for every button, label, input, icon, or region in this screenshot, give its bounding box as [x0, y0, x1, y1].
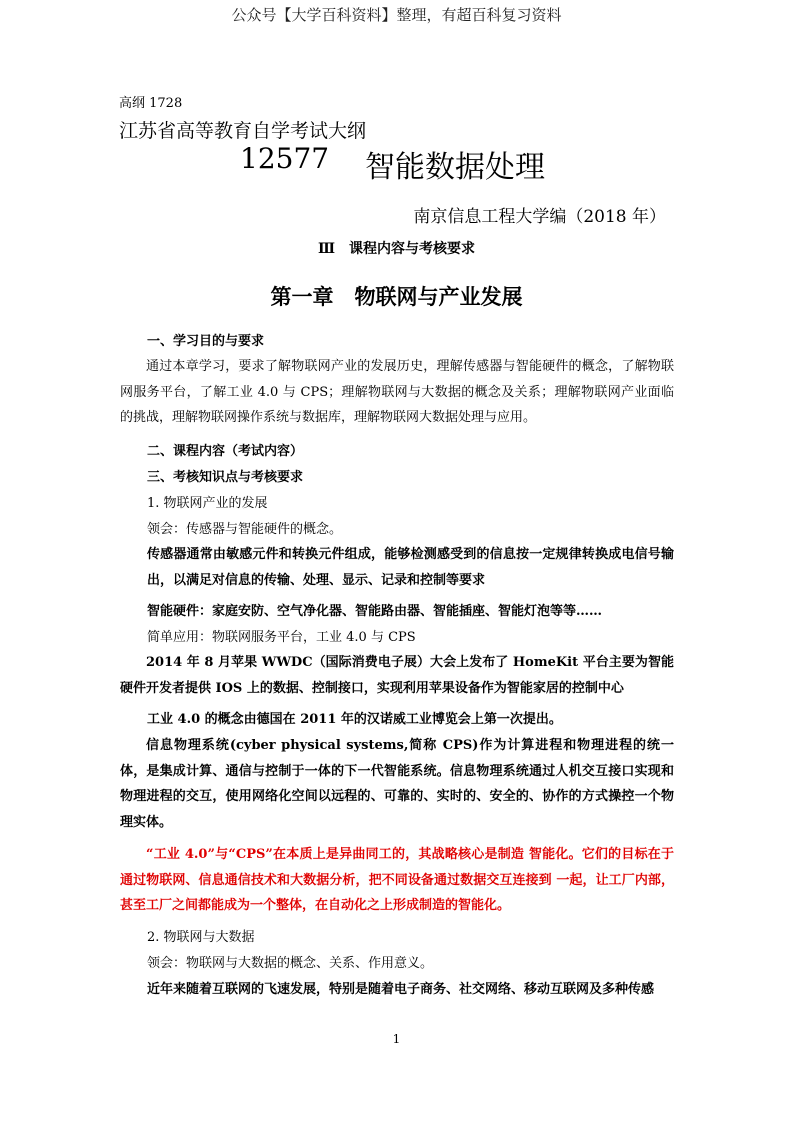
- syllabus-code: 高纲 1728: [119, 96, 183, 111]
- source-banner: 公众号【大学百科资料】整理，有超百科复习资料: [231, 6, 562, 24]
- item2-title: 2. 物联网与大数据: [147, 930, 255, 945]
- editor-line: 南京信息工程大学编（2018 年）: [413, 207, 666, 227]
- page-number: 1: [392, 1032, 401, 1046]
- industry40-paragraph: 工业 4.0 的概念由德国在 2011 年的汉诺威工业博览会上第一次提出。: [147, 712, 562, 727]
- s2-heading: 二、课程内容（考试内容）: [147, 444, 304, 459]
- last-paragraph: 近年来随着互联网的飞速发展，特别是随着电子商务、社交网络、移动互联网及多种传感: [147, 982, 655, 997]
- course-number: 12577: [240, 142, 330, 175]
- province-title: 江苏省高等教育自学考试大纲: [119, 120, 367, 142]
- smart-hardware: 智能硬件：家庭安防、空气净化器、智能路由器、智能插座、智能灯泡等等……: [147, 604, 603, 619]
- chapter-title: 第一章 物联网与产业发展: [270, 284, 523, 309]
- red-paragraph: “工业 4.0”与“CPS”在本质上是异曲同工的，其战略核心是制造 智能化。它们的目标在于通过物联网、信息通信技术和大数据分析，把不同设备通过数据交互连接到 一起，让工厂内部，甚至工厂之间都能成为一个整体，在自动化之上形成制造的智能化。: [120, 847, 674, 913]
- s1-heading: 一、学习目的与要求: [147, 334, 265, 349]
- item1-lead: 领会：传感器与智能硬件的概念。: [147, 522, 343, 537]
- cps-paragraph: 信息物理系统(cyber physical systems,简称 CPS)作为计算进程和物理进程的统一体，是集成计算、通信与控制于一体的下一代智能系统。信息物理系统通过人机交互接口实现和物理进程的交互，使用网络化空间以远程的、可靠的、实时的、安全的、协作的方式操控一个物理实体。: [120, 738, 674, 830]
- simple-application: 简单应用：物联网服务平台，工业 4.0 与 CPS: [147, 630, 416, 645]
- wwdc-paragraph: 2014 年 8 月苹果 WWDC（国际消费电子展）大会上发布了 HomeKit 平台主要为智能硬件开发者提供 IOS 上的数据、控制接口，实现利用苹果设备作为智能家居的控制中心: [120, 655, 674, 696]
- section-heading: Ⅲ 课程内容与考核要求: [317, 241, 476, 257]
- sensor-definition: 传感器通常由敏感元件和转换元件组成，能够检测感受到的信息按一定规律转换成电信号输出，以满足对信息的传输、处理、显示、记录和控制等要求: [147, 547, 674, 588]
- course-name: 智能数据处理: [365, 150, 545, 185]
- item2-lead: 领会：物联网与大数据的概念、关系、作用意义。: [147, 956, 434, 971]
- s1-body: 通过本章学习，要求了解物联网产业的发展历史，理解传感器与智能硬件的概念，了解物联网服务平台，了解工业 4.0 与 CPS；理解物联网与大数据的概念及关系；理解物联网产业面临的挑战，理解物联网操作系统与数据库，理解物联网大数据处理与应用。: [120, 359, 674, 425]
- s3-heading: 三、考核知识点与考核要求: [147, 470, 304, 485]
- item1-title: 1. 物联网产业的发展: [147, 496, 268, 511]
